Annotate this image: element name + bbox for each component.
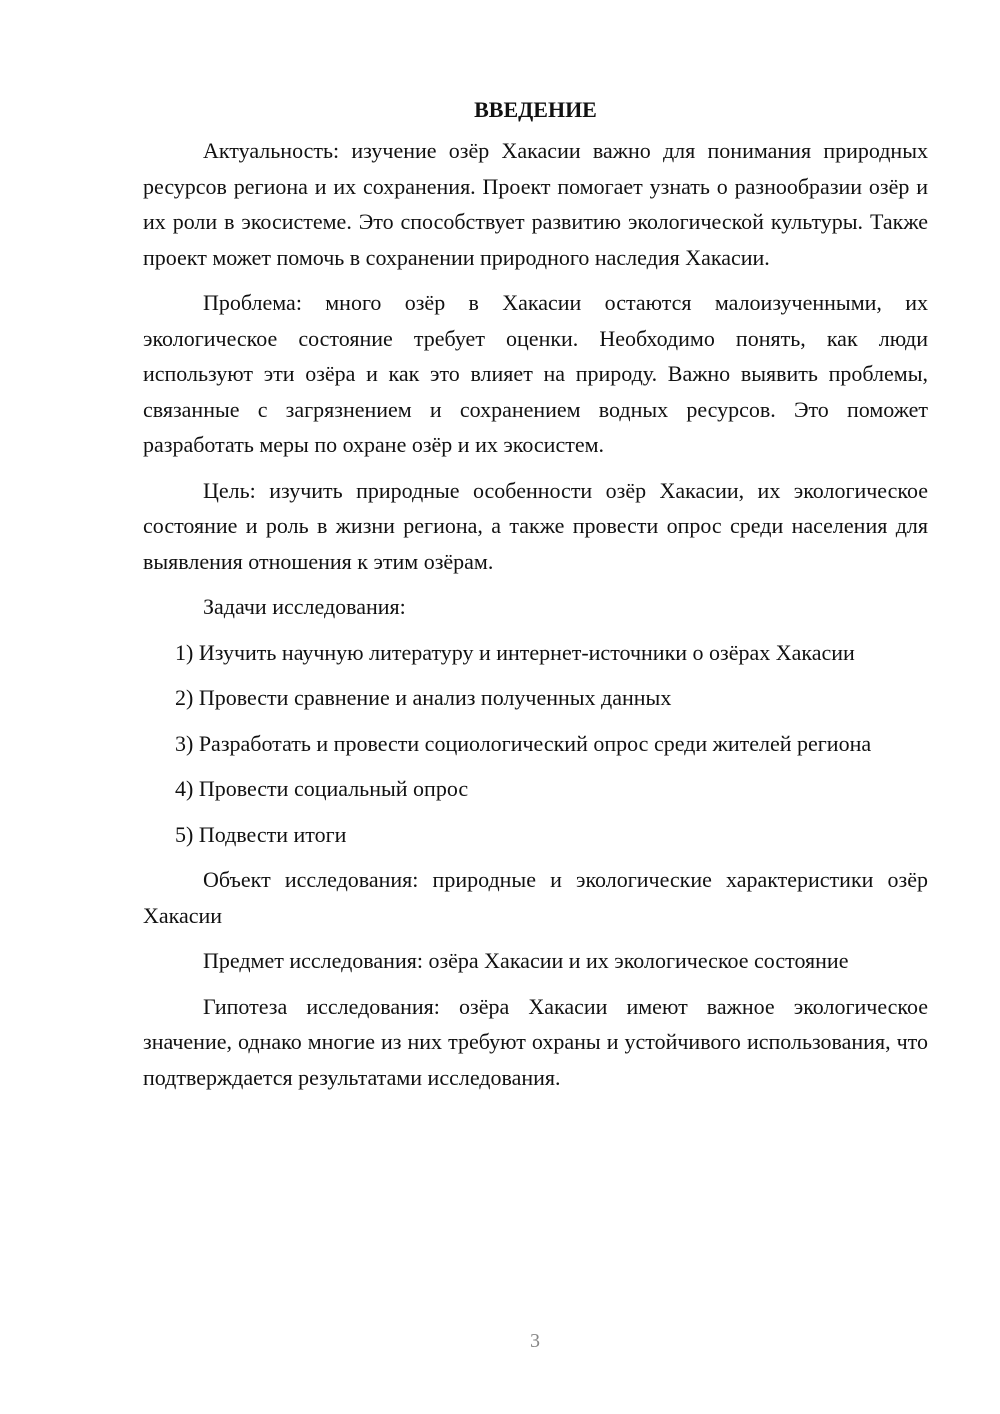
task-item: 2) Провести сравнение и анализ полученных данных bbox=[175, 685, 672, 710]
hypothesis-paragraph: Гипотеза исследования: озёра Хакасии имеют важное экологическое значение, однако многие из них требуют охраны и устойчивого использования, что подтверждается результатами исследования. bbox=[143, 993, 928, 1090]
page-title: ВВЕДЕНИЕ bbox=[474, 97, 597, 122]
goal-paragraph: Цель: изучить природные особенности озёр Хакасии, их экологическое состояние и роль в жизни региона, а также провести опрос среди населения для выявления отношения к этим озёрам. bbox=[143, 477, 928, 574]
page-number: 3 bbox=[530, 1330, 540, 1352]
subject-paragraph: Предмет исследования: озёра Хакасии и их экологическое состояние bbox=[203, 948, 849, 973]
problem-paragraph: Проблема: много озёр в Хакасии остаются малоизученными, их экологическое состояние требует оценки. Необходимо понять, как люди используют эти озёра и как это влияет на природу. Важно выявить проблемы, связанные с загрязнением и сохранением водных ресурсов. Это поможет разработать меры по охране озёр и их экосистем. bbox=[143, 290, 928, 457]
task-item: 1) Изучить научную литературу и интернет-источники о озёрах Хакасии bbox=[175, 639, 855, 665]
object-paragraph: Объект исследования: природные и экологические характеристики озёр Хакасии bbox=[143, 867, 928, 928]
task-item: 3) Разработать и провести социологический опрос среди жителей региона bbox=[175, 730, 872, 756]
relevance-paragraph: Актуальность: изучение озёр Хакасии важно для понимания природных ресурсов региона и их сохранения. Проект помогает узнать о разнообразии озёр и их роли в экосистеме. Это способствует развитию экологической культуры. Также проект может помочь в сохранении природного наследия Хакасии. bbox=[143, 138, 928, 270]
document-page bbox=[143, 92, 928, 1105]
tasks-heading: Задачи исследования: bbox=[203, 594, 406, 619]
task-item: 5) Подвести итоги bbox=[175, 821, 347, 847]
task-item: 4) Провести социальный опрос bbox=[175, 776, 469, 801]
